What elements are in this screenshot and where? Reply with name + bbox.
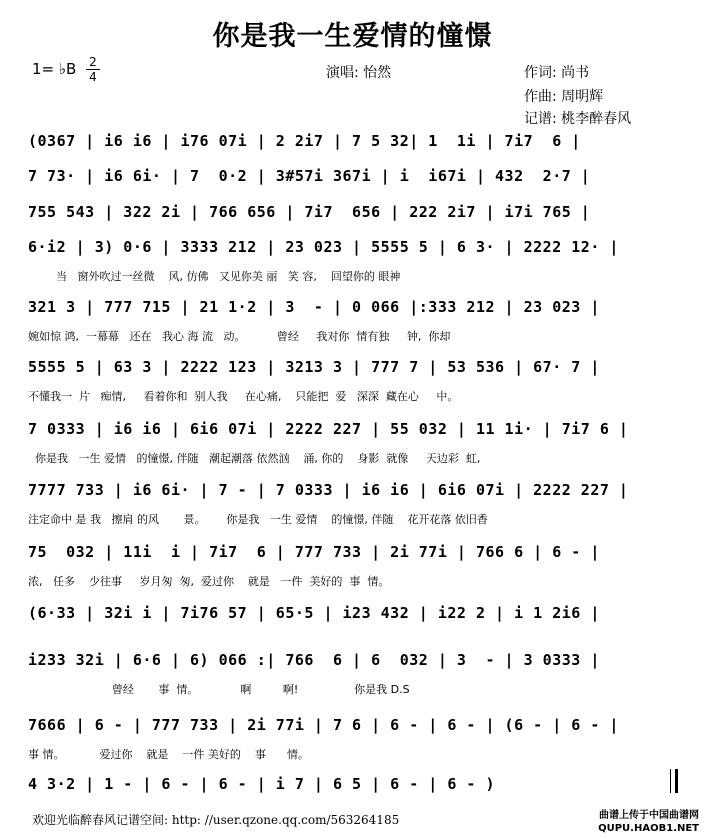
- lyrics-line: 婉如惊 鸿, 一幕幕 还在 我心 海 流 动。 曾经 我对你 情有独 钟, 你却: [28, 330, 451, 343]
- source-line-2: QUPU.HAOB1.NET: [598, 823, 699, 834]
- time-top: 2: [89, 55, 97, 69]
- score-row: [28, 203, 678, 233]
- score-row: [28, 775, 678, 805]
- lyrics-line: 注定命中 是 我 擦肩 的风 景。 你是我 一生 爱情 的憧憬, 伴随 花开花落 依旧香: [28, 513, 488, 526]
- score-row: [28, 167, 678, 197]
- notes-line: 7777 733 | i6 6i· | 7 - | 7 0333 | i6 i6 | 6i6 07i | 2222 227 |: [28, 481, 629, 499]
- notes-line: (0367 | i6 i6 | i76 07i | 2 2i7 | 7 5 32| 1 1i | 7i7 6 |: [28, 132, 581, 150]
- score-row: [28, 132, 678, 162]
- score-row: [28, 358, 678, 403]
- notes-line: 7666 | 6 - | 777 733 | 2i 77i | 7 6 | 6 - | 6 - | (6 - | 6 - |: [28, 716, 619, 734]
- footer-credit: 欢迎光临醉春风记谱空间: http: //user.qzone.qq.com/563264185: [32, 813, 400, 827]
- lyrics-line: 你是我 一生 爱情 的憧憬, 伴随 潮起潮落 依然汹 涌, 你的 身影 就像 天边彩 虹,: [28, 452, 481, 465]
- score-row: [28, 481, 678, 526]
- notes-line: 75 032 | 11i i | 7i7 6 | 777 733 | 2i 77i | 766 6 | 6 - |: [28, 543, 600, 561]
- score-row: [28, 238, 678, 283]
- score-row: [28, 543, 678, 588]
- notes-line: 6·i2 | 3) 0·6 | 3333 212 | 23 023 | 5555 5 | 6 3· | 2222 12· |: [28, 238, 619, 256]
- final-barline: [670, 769, 678, 793]
- lyrics-line: 不懂我一 片 痴情, 看着你和 别人我 在心痛, 只能把 爱 深深 藏在心 中。: [28, 390, 459, 403]
- notes-line: (6·33 | 32i i | 7i76 57 | 65·5 | i23 432 | i22 2 | i 1 2i6 |: [28, 604, 600, 622]
- lyrics-line: 当 窗外吹过一丝微 风, 仿佛 又见你美 丽 笑 容, 回望你的 眼神: [28, 270, 401, 283]
- notes-line: 7 0333 | i6 i6 | 6i6 07i | 2222 227 | 55 032 | 11 1i· | 7i7 6 |: [28, 420, 629, 438]
- source-line-1: 曲谱上传于中国曲谱网: [599, 810, 699, 821]
- notes-line: 5555 5 | 63 3 | 2222 123 | 3213 3 | 777 7 | 53 536 | 67· 7 |: [28, 358, 600, 376]
- key-signature: 1= ♭B: [32, 60, 77, 78]
- lyrics-line: 曾经 事 情。 啊 啊! 你是我 D.S: [28, 683, 410, 696]
- notes-line: 7 73· | i6 6i· | 7 0·2 | 3#57i 367i | i i67i | 432 2·7 |: [28, 167, 591, 185]
- lyrics-line: 事 情。 爱过你 就是 一件 美好的 事 情。: [28, 748, 309, 761]
- notes-line: 321 3 | 777 715 | 21 1·2 | 3 - | 0 066 |:333 212 | 23 023 |: [28, 298, 600, 316]
- lyrics-line: 浓, 任多 少往事 岁月匆 匆, 爱过你 就是 一件 美好的 事 情。: [28, 575, 390, 588]
- score-row: [28, 716, 678, 761]
- score-row: [28, 604, 678, 634]
- lyricist-credit: 作词: 尚书: [524, 65, 590, 81]
- page-title: 你是我一生爱情的憧憬: [212, 21, 493, 52]
- notator-credit: 记谱: 桃李醉春风: [524, 111, 632, 127]
- composer-credit: 作曲: 周明辉: [524, 89, 604, 105]
- source-watermark: [598, 809, 699, 835]
- notes-line: 4 3·2 | 1 - | 6 - | 6 - | i 7 | 6 5 | 6 - | 6 - ): [28, 775, 496, 793]
- notes-line: i233 32i | 6·6 | 6) 066 :| 766 6 | 6 032 | 3 - | 3 0333 |: [28, 651, 600, 669]
- score-row: [28, 420, 678, 465]
- time-bottom: 4: [89, 70, 97, 84]
- score-row: [28, 651, 678, 696]
- singer-credit: 演唱: 怡然: [326, 65, 392, 81]
- time-signature: [86, 56, 100, 83]
- notes-line: 755 543 | 322 2i | 766 656 | 7i7 656 | 222 2i7 | i7i 765 |: [28, 203, 591, 221]
- score-row: [28, 298, 678, 343]
